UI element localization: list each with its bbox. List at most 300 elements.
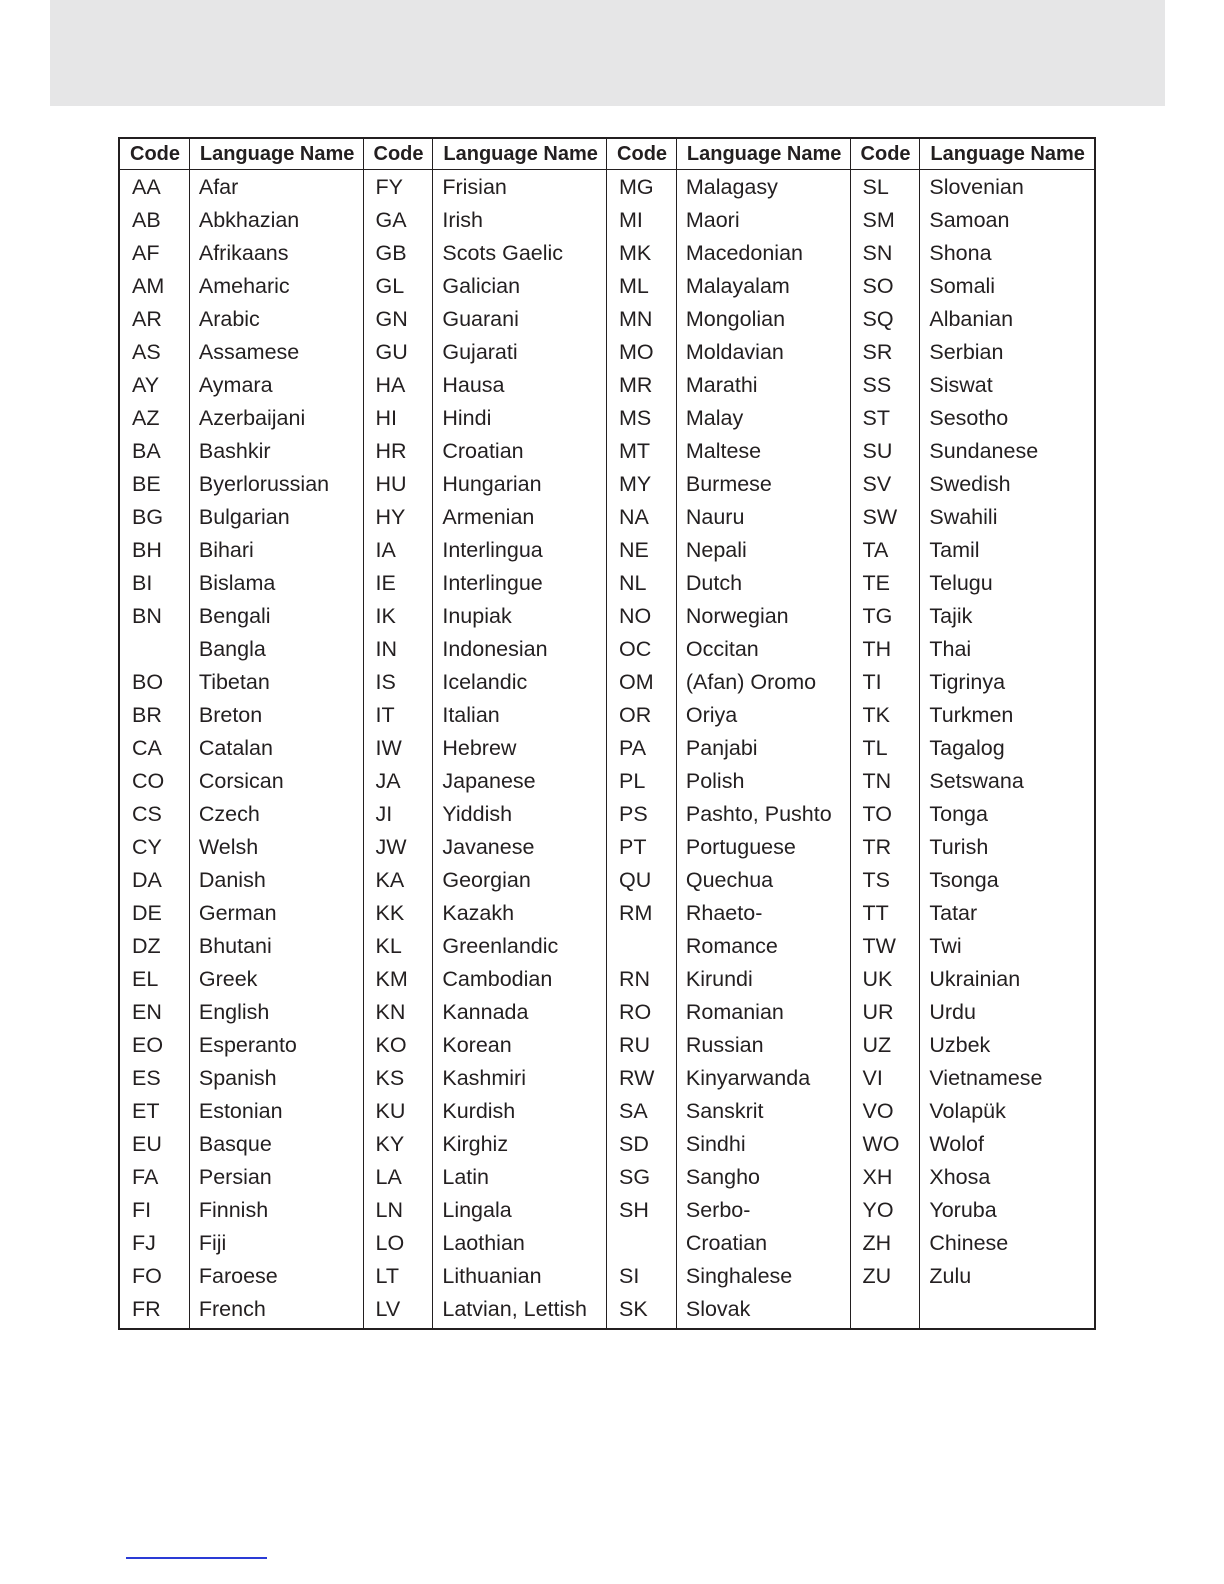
language-code-cell: MT [619, 439, 651, 463]
language-name-cell: Tonga [929, 802, 988, 826]
language-code-cell: SI [619, 1264, 640, 1288]
language-code-cell: CO [132, 769, 165, 793]
language-code-cell: BN [132, 604, 162, 628]
language-code-cell: RW [619, 1066, 655, 1090]
language-name-column-header: Language Name [190, 139, 364, 169]
language-code-cell: LV [375, 1297, 401, 1321]
language-code-cell: SH [619, 1198, 649, 1222]
language-code-cell: NE [619, 538, 649, 562]
language-name-cell: Afrikaans [198, 241, 289, 265]
language-name-cell: Bulgarian [198, 505, 290, 529]
language-name-cell: Samoan [929, 208, 1010, 232]
language-name-cell: Panjabi [685, 736, 758, 760]
language-code-cell: XH [862, 1165, 893, 1189]
language-name-cell: Czech [198, 802, 260, 826]
language-code-cell: AM [132, 274, 165, 298]
language-name-cell: Galician [442, 274, 521, 298]
language-code-cell: NL [619, 571, 647, 595]
language-code-cell: DE [132, 901, 162, 925]
language-name-cell: Laothian [442, 1231, 525, 1255]
language-name-cell: Romance [685, 934, 778, 958]
language-name-column [433, 170, 607, 1328]
language-name-cell: Xhosa [929, 1165, 991, 1189]
language-name-cell: Thai [929, 637, 972, 661]
language-code-cell: SV [862, 472, 892, 496]
language-name-cell: Malagasy [685, 175, 778, 199]
code-column [851, 170, 921, 1328]
language-code-cell: GL [375, 274, 405, 298]
language-name-cell: Rhaeto- [685, 901, 763, 925]
language-code-cell: JW [375, 835, 407, 859]
language-name-cell: Italian [442, 703, 500, 727]
language-name-cell: Yoruba [929, 1198, 997, 1222]
language-name-column [920, 170, 1094, 1328]
language-code-cell: HY [375, 505, 406, 529]
language-name-cell: Slovenian [929, 175, 1024, 199]
language-name-cell: Aymara [198, 373, 273, 397]
language-name-cell: Pashto, Pushto [685, 802, 832, 826]
language-name-cell: Nauru [685, 505, 745, 529]
language-code-cell: LO [375, 1231, 405, 1255]
language-name-cell: Hausa [442, 373, 505, 397]
language-code-cell: OM [619, 670, 654, 694]
language-name-cell: Korean [442, 1033, 512, 1057]
language-name-cell: Afar [198, 175, 239, 199]
language-name-cell: Armenian [442, 505, 535, 529]
language-name-cell: Turish [929, 835, 989, 859]
language-name-cell: Turkmen [929, 703, 1014, 727]
language-code-cell: SA [619, 1099, 648, 1123]
language-name-cell: French [198, 1297, 266, 1321]
language-name-cell: Tsonga [929, 868, 999, 892]
language-code-cell: MY [619, 472, 652, 496]
language-code-cell: TE [862, 571, 890, 595]
language-name-cell: Japanese [442, 769, 536, 793]
language-code-cell: SR [862, 340, 893, 364]
language-name-cell: Romanian [685, 1000, 784, 1024]
language-code-cell: EN [132, 1000, 162, 1024]
language-code-cell: PS [619, 802, 648, 826]
language-code-cell: YO [862, 1198, 894, 1222]
language-code-cell: ZH [862, 1231, 892, 1255]
language-name-cell: Indonesian [442, 637, 548, 661]
language-name-cell: Tigrinya [929, 670, 1006, 694]
language-code-cell: SG [619, 1165, 651, 1189]
language-name-cell: Burmese [685, 472, 772, 496]
language-code-cell: ML [619, 274, 649, 298]
language-name-cell: Sundanese [929, 439, 1039, 463]
language-code-cell: EU [132, 1132, 162, 1156]
language-code-cell: KO [375, 1033, 407, 1057]
language-code-cell: HR [375, 439, 407, 463]
language-name-cell: Javanese [442, 835, 535, 859]
language-code-cell: KM [375, 967, 408, 991]
language-name-column [190, 170, 364, 1328]
language-code-cell: FY [375, 175, 403, 199]
language-name-cell: Fiji [198, 1231, 227, 1255]
language-code-cell: TO [862, 802, 892, 826]
language-code-cell: BA [132, 439, 161, 463]
language-code-cell: NO [619, 604, 652, 628]
language-code-cell: MO [619, 340, 654, 364]
language-name-cell: English [198, 1000, 270, 1024]
language-code-cell: MN [619, 307, 653, 331]
language-name-cell: Byerlorussian [198, 472, 330, 496]
language-name-cell: Kinyarwanda [685, 1066, 811, 1090]
language-code-cell: IT [375, 703, 395, 727]
language-code-cell: AA [132, 175, 161, 199]
language-code-cell: BR [132, 703, 162, 727]
language-code-cell: TI [862, 670, 882, 694]
language-name-cell: Twi [929, 934, 962, 958]
language-code-cell: UK [862, 967, 893, 991]
language-name-cell: Guarani [442, 307, 519, 331]
language-name-cell: Croatian [685, 1231, 768, 1255]
language-code-cell: KA [375, 868, 405, 892]
language-name-cell: Bangla [198, 637, 266, 661]
language-name-cell: Catalan [198, 736, 273, 760]
language-name-cell: Portuguese [685, 835, 796, 859]
language-name-cell: Latin [442, 1165, 489, 1189]
language-name-cell: Quechua [685, 868, 774, 892]
language-code-cell: BH [132, 538, 162, 562]
language-name-cell: Greenlandic [442, 934, 559, 958]
language-code-cell: RM [619, 901, 653, 925]
language-name-cell: Dutch [685, 571, 743, 595]
language-code-cell: TK [862, 703, 890, 727]
language-name-cell: Cambodian [442, 967, 553, 991]
language-code-cell: TL [862, 736, 888, 760]
language-name-cell: Kirghiz [442, 1132, 509, 1156]
language-code-cell: TW [862, 934, 896, 958]
language-name-cell: Uzbek [929, 1033, 991, 1057]
language-name-cell: Macedonian [685, 241, 803, 265]
language-name-cell: Gujarati [442, 340, 518, 364]
language-name-cell: Oriya [685, 703, 738, 727]
language-code-cell: TT [862, 901, 889, 925]
language-code-cell: AZ [132, 406, 160, 430]
code-column-header: Code [364, 139, 434, 169]
language-name-cell: Vietnamese [929, 1066, 1043, 1090]
language-name-cell: Malayalam [685, 274, 790, 298]
language-name-cell: Somali [929, 274, 996, 298]
language-name-cell: Russian [685, 1033, 764, 1057]
language-name-cell: Serbo- [685, 1198, 751, 1222]
code-column [607, 170, 677, 1328]
language-code-cell: MS [619, 406, 652, 430]
code-column-header: Code [120, 139, 190, 169]
language-code-cell: AR [132, 307, 162, 331]
language-name-cell: Hungarian [442, 472, 542, 496]
language-name-cell: Inupiak [442, 604, 512, 628]
language-code-cell: HI [375, 406, 397, 430]
language-code-cell: TH [862, 637, 892, 661]
language-name-cell: Assamese [198, 340, 300, 364]
language-name-cell: Danish [198, 868, 266, 892]
language-name-cell: Bashkir [198, 439, 271, 463]
language-code-cell: TG [862, 604, 893, 628]
language-code-cell: GN [375, 307, 408, 331]
language-code-cell: LA [375, 1165, 402, 1189]
language-name-cell: Wolof [929, 1132, 984, 1156]
table-body [120, 170, 1094, 1328]
language-code-cell: HA [375, 373, 406, 397]
code-column-header: Code [851, 139, 921, 169]
language-name-cell: Sangho [685, 1165, 760, 1189]
language-name-cell: Breton [198, 703, 263, 727]
language-code-cell: AB [132, 208, 161, 232]
language-code-cell: RU [619, 1033, 651, 1057]
language-code-cell: KY [375, 1132, 405, 1156]
language-name-column-header: Language Name [677, 139, 851, 169]
language-name-cell: Sindhi [685, 1132, 746, 1156]
language-name-cell: Icelandic [442, 670, 528, 694]
language-name-cell: Ameharic [198, 274, 290, 298]
language-name-cell: Tajik [929, 604, 973, 628]
language-code-cell: AY [132, 373, 160, 397]
language-code-cell: BI [132, 571, 153, 595]
language-code-cell: EL [132, 967, 159, 991]
language-code-cell: MG [619, 175, 654, 199]
language-name-cell: Latvian, Lettish [442, 1297, 587, 1321]
language-code-cell: KK [375, 901, 405, 925]
language-code-cell: VO [862, 1099, 894, 1123]
language-code-cell: AF [132, 241, 160, 265]
language-name-cell: Siswat [929, 373, 993, 397]
language-code-cell: NA [619, 505, 649, 529]
language-code-cell: MI [619, 208, 643, 232]
language-name-cell: Lithuanian [442, 1264, 542, 1288]
language-name-cell: Urdu [929, 1000, 976, 1024]
code-column [364, 170, 434, 1328]
language-code-cell: PT [619, 835, 647, 859]
language-name-cell: Sanskrit [685, 1099, 764, 1123]
language-code-cell: PA [619, 736, 647, 760]
language-code-cell: TA [862, 538, 889, 562]
language-code-cell: KU [375, 1099, 406, 1123]
language-name-cell: Setswana [929, 769, 1024, 793]
language-code-cell: TN [862, 769, 892, 793]
language-code-cell: LT [375, 1264, 399, 1288]
language-name-cell: Georgian [442, 868, 531, 892]
language-code-cell: FA [132, 1165, 159, 1189]
language-code-cell: SW [862, 505, 898, 529]
language-name-cell: Telugu [929, 571, 993, 595]
language-name-cell: Irish [442, 208, 483, 232]
language-name-cell: Interlingua [442, 538, 543, 562]
language-name-cell: Bengali [198, 604, 271, 628]
language-name-cell: Kazakh [442, 901, 515, 925]
language-name-cell: German [198, 901, 277, 925]
language-code-cell: EO [132, 1033, 164, 1057]
language-name-cell: Welsh [198, 835, 259, 859]
language-name-column [677, 170, 851, 1328]
language-name-cell: (Afan) Oromo [685, 670, 817, 694]
language-code-cell: SD [619, 1132, 649, 1156]
language-name-column-header: Language Name [433, 139, 607, 169]
language-code-cell: AS [132, 340, 161, 364]
language-code-cell: DA [132, 868, 162, 892]
language-name-cell: Kannada [442, 1000, 529, 1024]
language-name-cell: Moldavian [685, 340, 784, 364]
language-name-cell: Basque [198, 1132, 272, 1156]
code-column-header: Code [607, 139, 677, 169]
language-code-cell [607, 930, 676, 963]
language-code-cell: QU [619, 868, 652, 892]
language-code-cell: TR [862, 835, 892, 859]
language-code-cell: SL [862, 175, 889, 199]
language-code-cell: TS [862, 868, 890, 892]
language-code-cell [120, 633, 189, 666]
language-name-cell: Hindi [442, 406, 492, 430]
language-name-cell: Nepali [685, 538, 747, 562]
language-name-cell: Polish [685, 769, 745, 793]
language-code-cell: HU [375, 472, 407, 496]
language-code-cell [851, 1293, 920, 1326]
code-column [120, 170, 190, 1328]
language-code-cell: RN [619, 967, 651, 991]
language-code-cell: CY [132, 835, 162, 859]
language-code-cell: GU [375, 340, 408, 364]
language-code-cell: FJ [132, 1231, 156, 1255]
language-code-cell: OC [619, 637, 652, 661]
language-code-cell: FR [132, 1297, 161, 1321]
language-name-cell: Volapük [929, 1099, 1006, 1123]
language-code-cell: FI [132, 1198, 152, 1222]
footer-divider [126, 1557, 267, 1559]
language-name-cell: Kirundi [685, 967, 753, 991]
language-code-cell: WO [862, 1132, 900, 1156]
language-code-cell: UR [862, 1000, 894, 1024]
language-name-cell: Finnish [198, 1198, 269, 1222]
language-name-cell: Slovak [685, 1297, 751, 1321]
language-code-cell: ET [132, 1099, 160, 1123]
language-code-cell: FO [132, 1264, 162, 1288]
language-name-cell: Norwegian [685, 604, 789, 628]
language-code-cell: OR [619, 703, 652, 727]
language-code-cell: KN [375, 1000, 406, 1024]
language-name-cell: Swedish [929, 472, 1011, 496]
language-name-cell: Greek [198, 967, 258, 991]
language-name-cell: Lingala [442, 1198, 512, 1222]
language-code-cell: SN [862, 241, 893, 265]
language-name-cell: Maori [685, 208, 740, 232]
language-code-cell: SK [619, 1297, 648, 1321]
language-code-cell: SQ [862, 307, 894, 331]
language-code-cell: IW [375, 736, 402, 760]
language-name-cell: Marathi [685, 373, 758, 397]
language-name-cell: Serbian [929, 340, 1004, 364]
language-name-cell: Faroese [198, 1264, 278, 1288]
language-code-cell: CA [132, 736, 162, 760]
header-band [50, 0, 1165, 106]
language-code-cell: SS [862, 373, 892, 397]
language-name-cell: Bihari [198, 538, 254, 562]
language-name-cell: Sesotho [929, 406, 1009, 430]
language-name-cell: Scots Gaelic [442, 241, 564, 265]
language-name-cell: Interlingue [442, 571, 543, 595]
language-code-cell: IA [375, 538, 396, 562]
language-code-table [118, 137, 1096, 1330]
language-code-cell: KS [375, 1066, 405, 1090]
language-name-cell: Zulu [929, 1264, 972, 1288]
language-name-cell: Ukrainian [929, 967, 1021, 991]
language-name-cell: Albanian [929, 307, 1014, 331]
language-name-cell: Occitan [685, 637, 759, 661]
language-code-cell: IS [375, 670, 396, 694]
language-code-cell: KL [375, 934, 402, 958]
language-code-cell: CS [132, 802, 162, 826]
language-code-cell: LN [375, 1198, 403, 1222]
language-name-cell: Spanish [198, 1066, 277, 1090]
language-code-cell: JI [375, 802, 393, 826]
language-name-cell: Frisian [442, 175, 507, 199]
language-name-cell: Tatar [929, 901, 978, 925]
language-code-cell: VI [862, 1066, 883, 1090]
language-code-cell: ES [132, 1066, 161, 1090]
language-name-cell: Persian [198, 1165, 272, 1189]
language-code-cell: BE [132, 472, 161, 496]
language-code-cell: GB [375, 241, 407, 265]
language-name-cell: Arabic [198, 307, 260, 331]
language-code-cell: SU [862, 439, 893, 463]
language-name-cell: Shona [929, 241, 992, 265]
language-code-cell: MK [619, 241, 652, 265]
language-name-cell: Chinese [929, 1231, 1009, 1255]
language-code-cell: IK [375, 604, 396, 628]
language-code-cell: PL [619, 769, 646, 793]
language-name-cell: Croatian [442, 439, 524, 463]
language-code-cell: SM [862, 208, 895, 232]
language-code-cell: ST [862, 406, 890, 430]
language-code-cell: GA [375, 208, 407, 232]
language-name-cell: Tamil [929, 538, 980, 562]
language-code-cell: DZ [132, 934, 161, 958]
table-header-row [120, 139, 1094, 170]
language-name-cell: Azerbaijani [198, 406, 306, 430]
language-name-column-header: Language Name [930, 143, 1085, 165]
language-code-cell: IE [375, 571, 396, 595]
language-name-cell: Mongolian [685, 307, 786, 331]
language-name-cell: Bhutani [198, 934, 272, 958]
language-name-cell: Bislama [198, 571, 276, 595]
language-name-cell: Malay [685, 406, 744, 430]
language-code-cell: UZ [862, 1033, 892, 1057]
language-name-cell: Tibetan [198, 670, 270, 694]
language-name-cell: Kashmiri [442, 1066, 526, 1090]
language-name-cell: Hebrew [442, 736, 517, 760]
language-name-cell: Estonian [198, 1099, 283, 1123]
language-code-cell: IN [375, 637, 397, 661]
language-name-cell: Abkhazian [198, 208, 300, 232]
language-name-cell: Kurdish [442, 1099, 516, 1123]
language-name-cell: Yiddish [442, 802, 513, 826]
language-code-cell: SO [862, 274, 894, 298]
language-code-cell: JA [375, 769, 401, 793]
language-code-cell: ZU [862, 1264, 892, 1288]
language-name-cell: Corsican [198, 769, 284, 793]
language-name-cell: Maltese [685, 439, 762, 463]
language-name-cell: Tagalog [929, 736, 1005, 760]
language-code-cell: MR [619, 373, 653, 397]
language-code-cell: RO [619, 1000, 652, 1024]
language-name-cell: Swahili [929, 505, 998, 529]
language-code-cell: BG [132, 505, 164, 529]
language-name-cell: Esperanto [198, 1033, 297, 1057]
language-name-cell: Singhalese [685, 1264, 793, 1288]
language-name-cell [920, 1293, 1094, 1326]
language-code-cell: BO [132, 670, 164, 694]
